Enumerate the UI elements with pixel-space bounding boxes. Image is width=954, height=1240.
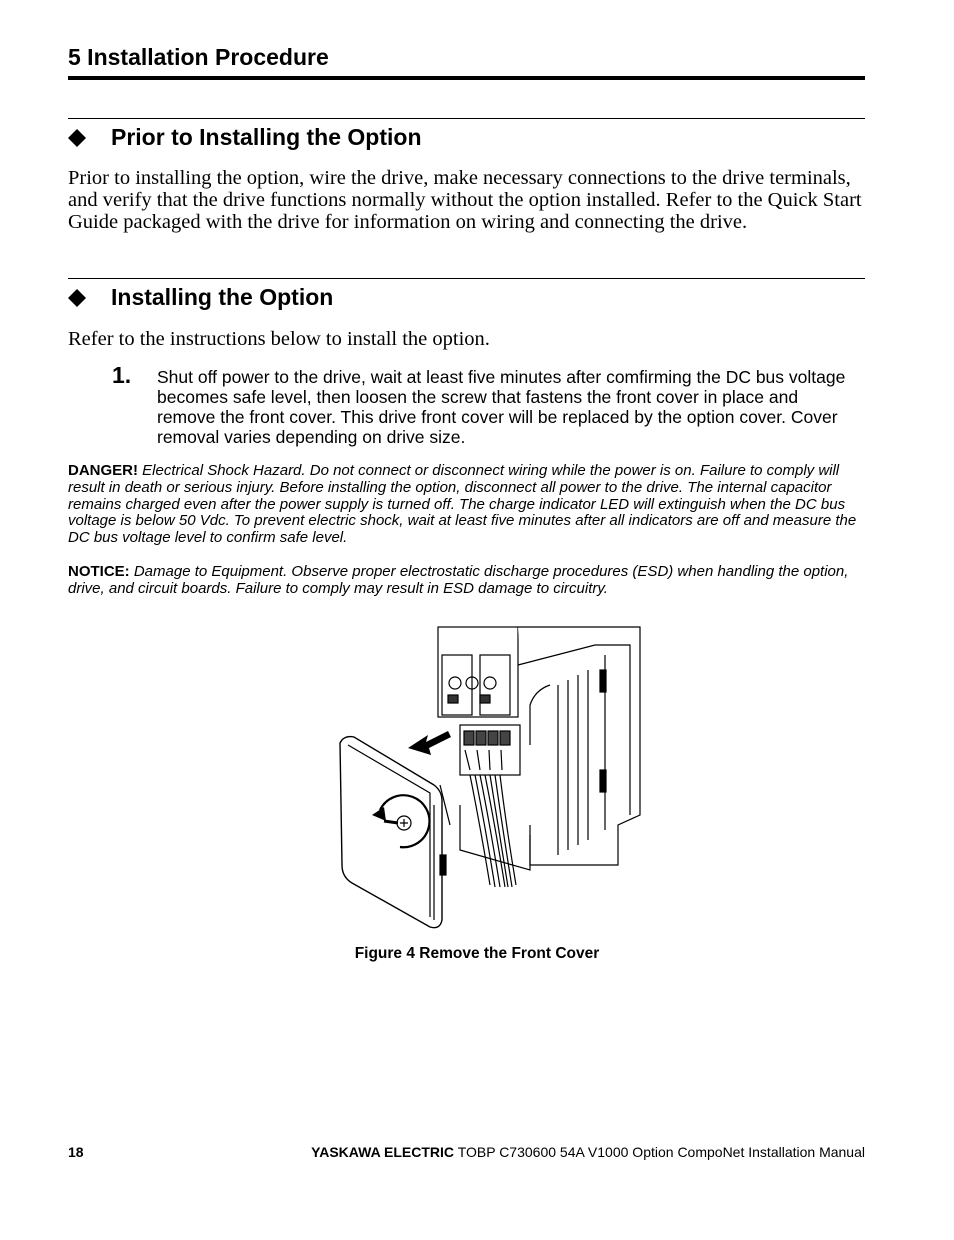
section-heading: [68, 284, 333, 311]
chapter-rule: [68, 76, 865, 80]
front-cover-removal-illustration: [330, 625, 650, 935]
section-divider: [68, 118, 865, 119]
diamond-bullet-icon: [68, 289, 86, 307]
section-paragraph: Prior to installing the option, wire the drive, make necessary connections to the drive terminals, and verify that the drive functions normally without the option installed. Refer to the Quick Start Guide packaged with the drive for information on wiring and connecting the drive.: [68, 167, 862, 233]
notice-label: NOTICE:: [68, 563, 130, 580]
footer-brand: YASKAWA ELECTRIC: [311, 1144, 455, 1160]
footer-document-title: TOBP C730600 54A V1000 Option CompoNet Installation Manual: [457, 1144, 865, 1160]
step-number: 1.: [112, 362, 132, 388]
notice-text: Damage to Equipment. Observe proper electrostatic discharge procedures (ESD) when handling the option, drive, and circuit boards. Failure to comply may result in ESD damage to circuitry.: [68, 563, 849, 597]
drive-illustration: [330, 625, 650, 935]
page-number: 18: [68, 1144, 84, 1160]
section-heading-text: Prior to Installing the Option: [111, 124, 422, 150]
danger-label: DANGER!: [68, 462, 138, 479]
diamond-bullet-icon: [68, 129, 86, 147]
section-divider: [68, 278, 865, 279]
section-heading-text: Installing the Option: [111, 284, 334, 310]
step-text: Shut off power to the drive, wait at least five minutes after comfirming the DC bus voltage becomes safe level, then loosen the screw that fastens the front cover in place and remove the front cover. This drive front cover will be replaced by the option cover. Cover removal varies depending on drive size.: [157, 367, 846, 447]
removal-arrow: [408, 731, 451, 755]
section-paragraph: Refer to the instructions below to install the option.: [68, 328, 490, 350]
section-heading: [68, 124, 422, 151]
equipment-notice: [68, 564, 868, 598]
chapter-title: 5 Installation Procedure: [68, 44, 329, 70]
figure-caption: Figure 4 Remove the Front Cover: [354, 945, 600, 962]
footer-document: [311, 1144, 865, 1160]
danger-text: Electrical Shock Hazard. Do not connect or disconnect wiring while the power is on. Failure to comply will result in death or serious injury. Before installing the option, disconnect all power to the drive. The internal capacitor remains charged even after the power supply is turned off. The charge indicator LED will extinguish when the DC bus voltage is below 50 Vdc. To prevent electric shock, wait at least five minutes after all indicators are off and measure the DC bus voltage level to confirm safe level.: [68, 462, 857, 547]
danger-notice: [68, 463, 868, 547]
